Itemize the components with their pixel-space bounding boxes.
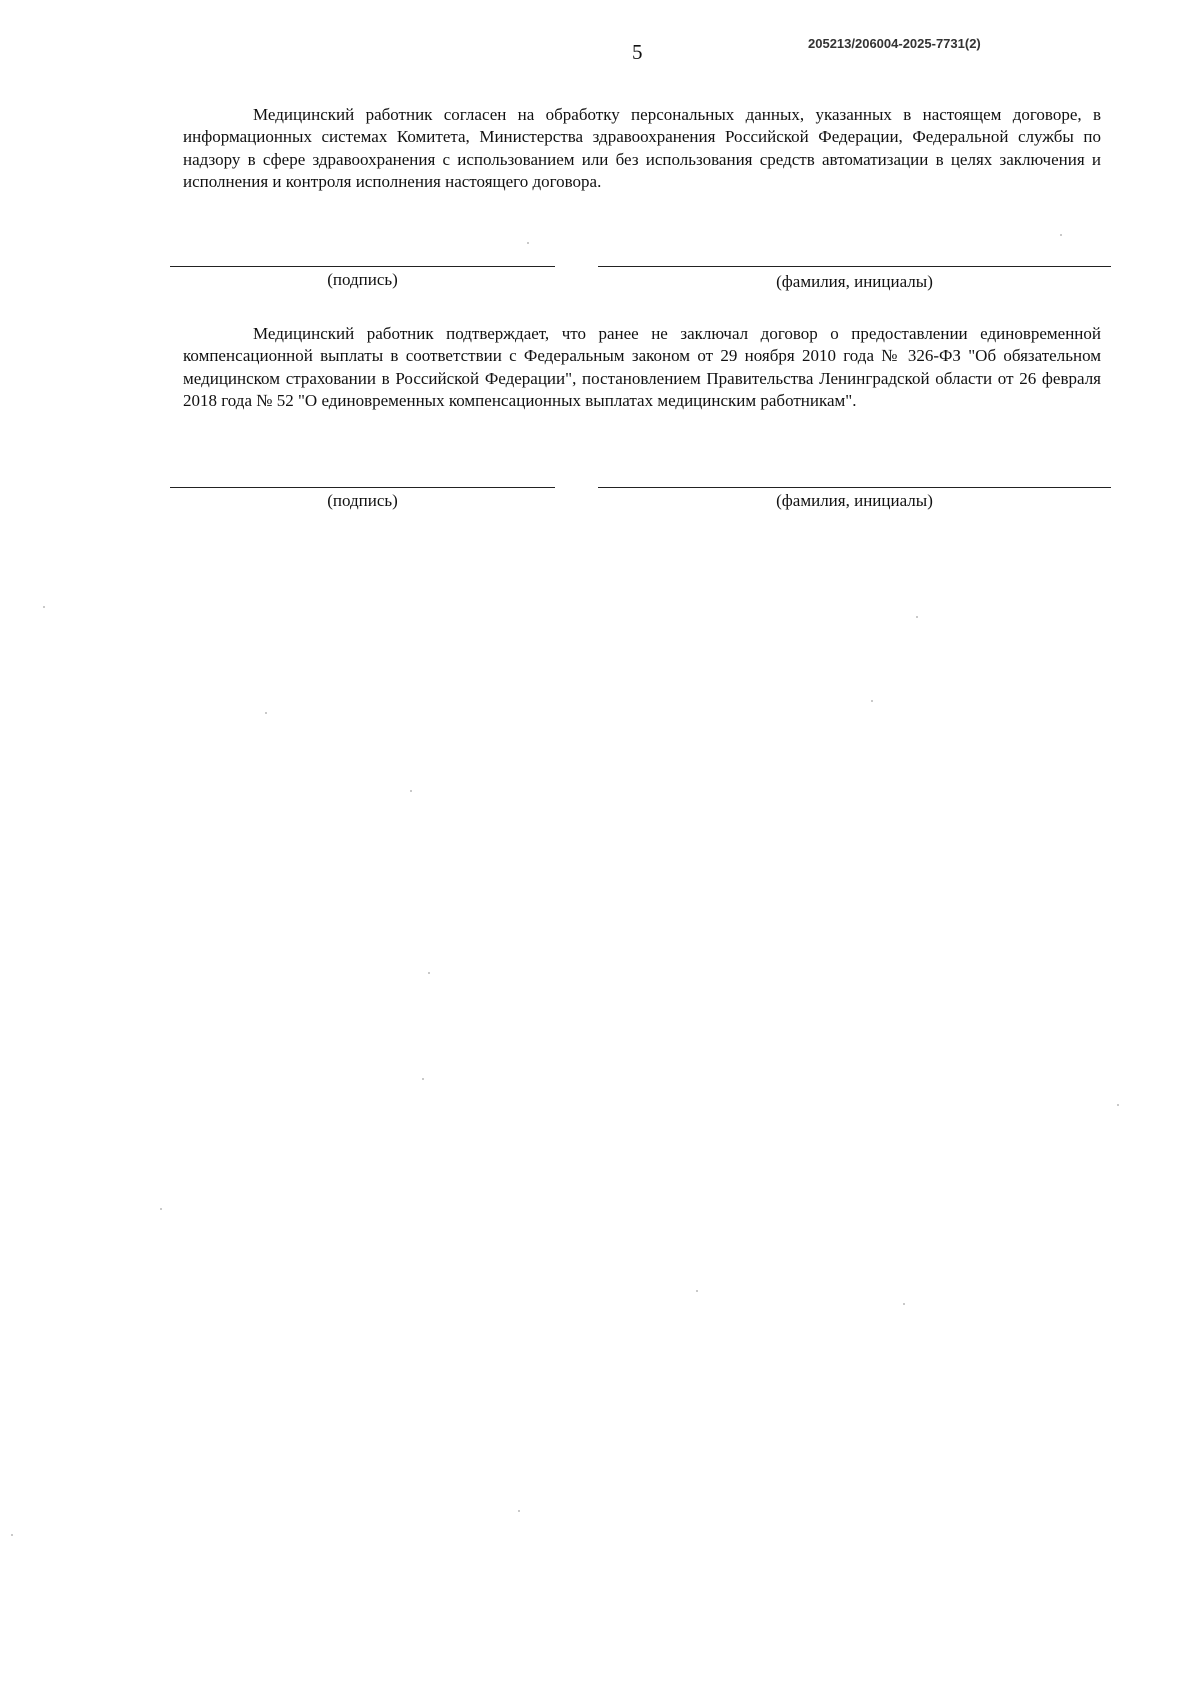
consent-name-caption: (фамилия, инициалы)	[776, 272, 933, 291]
consent-paragraph: Медицинский работник согласен на обработку персональных данных, указанных в настоящем договоре, в информационных системах Комитета, Министерства здравоохранения Российской Федерации, Федеральной службы по надзору в сфере здравоохранения с использованием или без использования средств автоматизации в целях заключения и исполнения и контроля исполнения настоящего договора.	[183, 105, 1101, 191]
consent-signature-caption: (подпись)	[327, 270, 398, 289]
document-reference: 205213/206004-2025-7731(2)	[808, 36, 981, 51]
confirmation-name-line	[598, 487, 1111, 488]
confirmation-signature-caption: (подпись)	[327, 491, 398, 510]
confirmation-name-caption: (фамилия, инициалы)	[776, 491, 933, 510]
confirmation-paragraph: Медицинский работник подтверждает, что ранее не заключал договор о предоставлении единовременной компенсационной выплаты в соответствии с Федеральным законом от 29 ноября 2010 года № 326-ФЗ "Об обязательном медицинском страховании в Российской Федерации", постановлением Правительства Ленинградской области от 26 февраля 2018 года № 52 "О единовременных компенсационных выплатах медицинским работникам".	[183, 324, 1101, 410]
page-number: 5	[632, 40, 643, 64]
confirmation-signature-line	[170, 487, 555, 488]
consent-name-line	[598, 266, 1111, 267]
consent-signature-line	[170, 266, 555, 267]
